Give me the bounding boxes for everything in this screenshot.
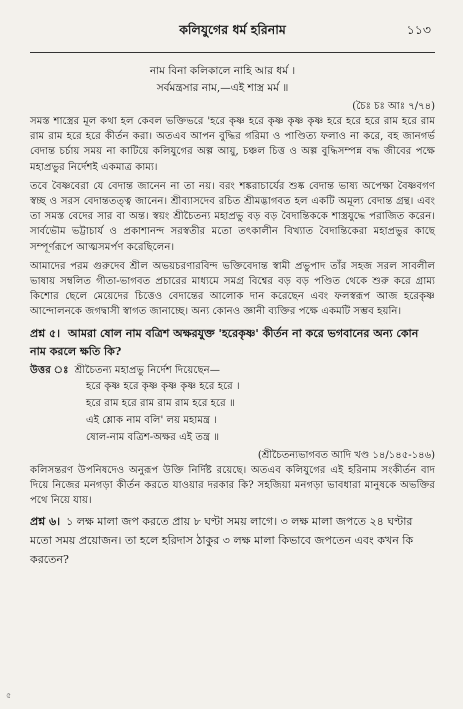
body-paragraph: সমস্ত শাস্ত্রের মূল কথা হল কেবল ভক্তিভরে 'হরে কৃষ্ণ হরে কৃষ্ণ কৃষ্ণ কৃষ্ণ হরে হরে হরে রাম হরে রাম রাম রাম হরে হরে কীর্তন করা। অতএব আপন বুদ্ধির গরিমা ও পাণ্ডিত্য ফলাও না করে, বহ জানগর্ভ বেদান্ত চর্চায় সময় না কাটিয়ে কলিযুগের অল্প আয়ু, চঞ্চল চিত্ত ও অল্প বুদ্ধিসম্পন্ন বদ্ধ জীবের পক্ষে মহাপ্রভুর নির্দেশই একমাত্র কাম্য। [30, 116, 435, 173]
page-number: ১১৩ [406, 22, 431, 37]
question-6 [30, 512, 435, 569]
body-paragraph: তবে বৈষ্ণবেরা যে বেদান্ত জানেন না তা নয়। বরং শঙ্করাচার্যের শুষ্ক বেদান্ত ভাষ্য অপেক্ষা বৈষ্ণবগণ স্বচ্ছ ও সরস বেদান্ততত্ত্ব জানেন। শ্রীব্যাসদেব রচিত শ্রীমদ্ভাগবত হল একটি অমূল্য বেদান্ত গ্রন্থ। এবং তা সমস্ত বেদের সার বা অন্ত। স্বয়ং শ্রীচৈতন্য মহাপ্রভু বড় বড় বৈদান্তিককে শাস্ত্রযুদ্ধে পরাজিত করেন। সার্বভৌম ভট্টাচার্য ও প্রকাশানন্দ সরস্বতীর মতো তৎকালীন বিখ্যাত বৈদান্তিকেরা মহাপ্রভুর কাছে সম্পূর্ণরূপে আত্মসমর্পণ করেছিলেন। [30, 180, 435, 253]
question-text: ১ লক্ষ মালা জপ করতে প্রায় ৮ ঘণ্টা সময় লাগে। ৩ লক্ষ মালা জপতে ২৪ ঘণ্টার মতো সময় প্রয়োজন। তা হলে হরিদাস ঠাকুর ৩ লক্ষ মালা কিভাবে জপতেন এবং কখন কি করতেন? [30, 515, 414, 567]
page-title: কলিযুগের ধর্ম হরিনাম [179, 22, 286, 37]
mantra-line: হরে কৃষ্ণ হরে কৃষ্ণ কৃষ্ণ কৃষ্ণ হরে হরে । [86, 380, 240, 392]
answer-intro: শ্রীচৈতন্য মহাপ্রভু নির্দেশ দিয়েছেন— [74, 364, 220, 376]
question-5 [30, 325, 435, 361]
question-number: প্রশ্ন ৫। [30, 326, 61, 340]
mantra-line: ষোল-নাম বত্রিশ-অক্ষর এই তন্ত্র ॥ [86, 431, 220, 443]
answer-citation: (শ্রীচৈতন্যভাগবত আদি খণ্ড ১৪/১৪৫-১৪৬) [257, 449, 435, 461]
answer-label: উত্তর ঃ [30, 363, 69, 376]
page-header [30, 0, 435, 48]
verse-line: নাম বিনা কলিকালে নাহি আর ধর্ম । [149, 65, 296, 77]
header-rule [30, 52, 435, 53]
mantra-line: এই শ্লোক নাম বলি' লয় মহামন্ত্র । [86, 414, 217, 426]
mantra-line: হরে রাম হরে রাম রাম রাম হরে হরে ॥ [86, 397, 235, 409]
verse-citation: (চৈঃ চঃ আঃ ৭/৭৪) [352, 101, 435, 112]
footer-mark: ৫ [6, 691, 12, 700]
verse-line: সর্বমন্ত্রসার নাম,—এই শাস্ত্র মর্ম ॥ [156, 82, 289, 94]
body-paragraph: আমাদের পরম গুরুদেব শ্রীল অভয়চরণারবিন্দ ভক্তিবেদান্ত স্বামী প্রভুপাদ তাঁর সহজ সরল সাবলীল ভাষায় সম্বলিত গীতা-ভাগবত প্রচারের মাধ্যমে সমগ্র বিশ্বের বড় বড় পণ্ডিত থেকে শুরু করে গ্রাম্য কিশোর ছেলে মেয়েদের চিত্তেও বেদান্তের আলোক দান করেছেন এবং ফলস্বরূপ আজ হরেকৃষ্ণ আন্দোলনকে জগদ্বাসী স্বাগত জানাচ্ছে। অন্য কোনও জ্ঞানী ব্যক্তির পক্ষে একমটি সম্ভব হয়নি। [30, 260, 435, 318]
answer-5 [30, 363, 435, 378]
body-paragraph: কলিসন্তরণ উপনিষদেও অনুরূপ উক্তি নির্দিষ্ট রয়েছে। অতএব কলিযুগের এই হরিনাম সংকীর্তন বাদ দিয়ে নিজের মনগড়া কীর্তন করতে যাওয়ার দরকার কি? সহজিয়া মনগড়া ভাবধারা মানুষকে অভক্তির পথে নিয়ে যায়। [30, 464, 435, 507]
opening-verse [10, 63, 435, 97]
mahamantra-block [86, 378, 435, 446]
question-text: আমরা ষোল নাম বত্রিশ অক্ষরযুক্ত 'হরেকৃষ্ণ' কীর্তন না করে ভগবানের অন্য কোন নাম করলে ক্ষতি কি? [30, 326, 419, 358]
question-number: প্রশ্ন ৬। [30, 515, 61, 529]
